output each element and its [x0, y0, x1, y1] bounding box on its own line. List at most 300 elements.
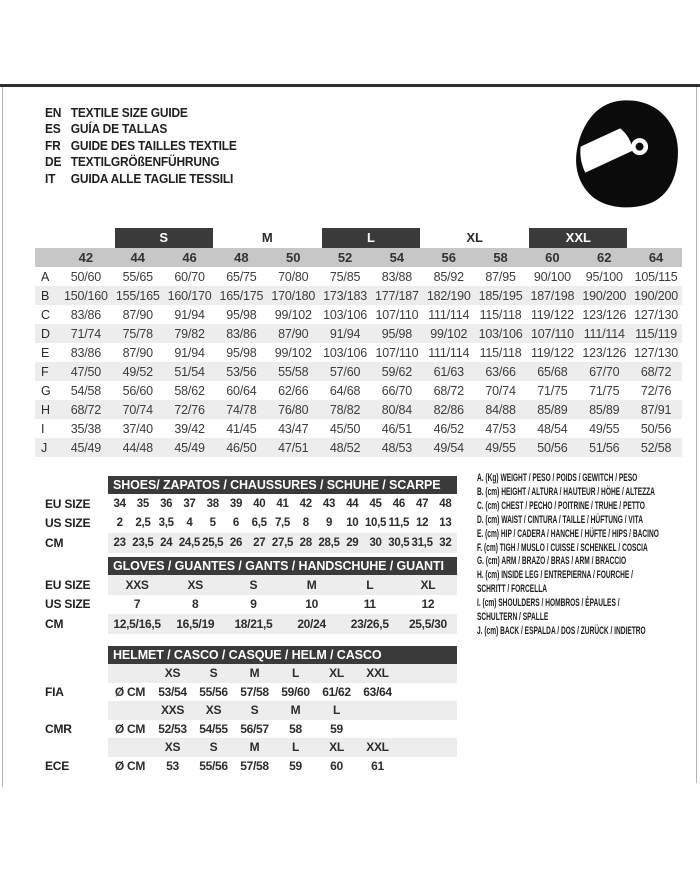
helmet-value: 59	[289, 758, 302, 773]
textile-row-a	[35, 267, 682, 286]
helmet-size-label: S	[209, 666, 218, 681]
cell-value: 190/200	[582, 288, 627, 303]
shoes-value: 38	[206, 497, 219, 510]
legend-line: D. (cm) WAIST / CINTURA / TAILLE / HÜFTUNG / VITA	[477, 513, 643, 526]
shoes-value: 30,5	[388, 536, 410, 549]
helmet-size-label: L	[332, 703, 341, 718]
language-code: EN	[45, 104, 62, 120]
cell-value: 87/91	[640, 402, 672, 417]
shoes-value: 45	[369, 497, 382, 510]
helmet-size-label: L	[291, 666, 300, 681]
cell-value: 71/75	[589, 383, 620, 398]
language-row	[45, 154, 237, 171]
shoes-value: 42	[299, 497, 312, 510]
cell-value: 50/56	[640, 421, 672, 436]
row-key: A	[41, 269, 50, 284]
cell-value: 83/86	[70, 307, 102, 322]
helmet-size-label: XS	[164, 740, 181, 755]
size-group-l: L	[322, 228, 420, 248]
helmet-value: 54/55	[199, 721, 228, 736]
cell-value: 190/200	[634, 288, 678, 303]
shoes-value: 40	[253, 497, 266, 510]
textile-measurement-rows	[35, 267, 682, 457]
gloves-value: 7	[133, 597, 141, 612]
helmet-rows	[108, 664, 457, 775]
shoes-value: 41	[276, 497, 289, 510]
helmet-value: 53	[166, 758, 179, 773]
helmet-size-label: XL	[329, 740, 344, 755]
helmet-unit-label: Ø CM	[114, 721, 146, 736]
language-label: TEXTILGRÖßENFÜHRUNG	[70, 154, 220, 170]
gloves-value: 10	[305, 597, 318, 612]
language-code: FR	[45, 137, 61, 153]
shoes-value: 6	[232, 517, 240, 530]
shoes-value: 46	[392, 497, 405, 510]
size-label: 42	[78, 250, 94, 265]
helmet-size-label: S	[250, 703, 259, 718]
size-label: 46	[182, 250, 197, 265]
legend-line: G. (cm) ARM / BRAZO / BRAS / ARM / BRACCIO	[477, 555, 627, 568]
legend-item	[477, 569, 659, 597]
shoes-value: 31,5	[411, 536, 433, 549]
cell-value: 41/45	[226, 421, 257, 436]
cell-value: 103/106	[323, 345, 367, 360]
language-row	[45, 121, 237, 138]
helmet-value: 56/57	[240, 721, 269, 736]
gloves-value: 11	[363, 597, 376, 612]
shoes-value: 39	[229, 497, 243, 510]
cell-value: 95/98	[226, 345, 257, 360]
helmet-standard-label: FIA	[45, 684, 64, 699]
helmet-size-label: S	[209, 740, 218, 755]
cell-value: 70/74	[122, 402, 153, 417]
helmet-value: 63/64	[363, 684, 392, 699]
cell-value: 95/98	[226, 307, 257, 322]
helmet-value-row	[108, 720, 457, 739]
helmet-value: 57/58	[240, 758, 269, 773]
textile-size-table	[35, 227, 682, 457]
cell-value: 76/80	[278, 402, 309, 417]
cell-value: 91/94	[174, 307, 205, 322]
legend-item	[477, 555, 659, 569]
cell-value: 187/198	[530, 288, 575, 303]
helmet-size-label: M	[249, 666, 260, 681]
size-label: 50	[286, 250, 301, 265]
cell-value: 68/72	[70, 402, 102, 417]
size-number-row	[35, 248, 682, 267]
cell-value: 48/52	[329, 440, 361, 455]
legend-item	[477, 542, 659, 556]
textile-row-f	[35, 362, 682, 381]
cell-value: 46/51	[381, 421, 413, 436]
legend-item	[477, 514, 659, 528]
row-key: D	[41, 326, 50, 341]
gloves-row	[108, 575, 457, 595]
size-label: 60	[545, 250, 560, 265]
shoes-value: 44	[346, 497, 359, 510]
cell-value: 107/110	[530, 326, 574, 341]
row-key: B	[41, 288, 50, 303]
cell-value: 87/90	[122, 345, 153, 360]
cell-value: 103/106	[478, 326, 523, 341]
helmet-size-label: XXS	[160, 703, 185, 718]
gloves-value: 9	[250, 597, 257, 612]
helmet-standard-label: CMR	[45, 721, 72, 736]
legend-line: B. (cm) HEIGHT / ALTURA / HAUTEUR / HÖHE / ALTEZZA	[477, 485, 655, 498]
cell-value: 83/86	[70, 345, 102, 360]
shoes-value: 13	[439, 517, 452, 530]
cell-value: 83/86	[226, 326, 257, 341]
helmet-value: 60	[330, 758, 343, 773]
cell-value: 71/75	[537, 383, 568, 398]
cell-value: 59/62	[381, 364, 413, 379]
shoes-row	[108, 514, 457, 534]
gloves-row-label: CM	[45, 616, 64, 631]
helmet-value: 55/56	[199, 758, 228, 773]
cell-value: 48/53	[381, 440, 413, 455]
helmet-label-spacer	[45, 664, 108, 683]
frame-right-border	[696, 87, 697, 783]
cell-value: 56/60	[122, 383, 153, 398]
gloves-value: XXS	[125, 577, 149, 592]
shoes-row	[108, 533, 457, 553]
helmet-size-row	[108, 738, 457, 757]
shoes-section-title: SHOES/ ZAPATOS / CHAUSSURES / SCHUHE / SCARPE	[108, 476, 457, 494]
cell-value: 119/122	[530, 307, 574, 322]
cell-value: 49/52	[122, 364, 153, 379]
cell-value: 155/165	[115, 288, 160, 303]
language-row	[45, 170, 237, 187]
gloves-table	[108, 557, 457, 634]
language-row	[45, 104, 237, 121]
legend-item	[477, 528, 659, 542]
cell-value: 182/190	[426, 288, 471, 303]
cell-value: 75/78	[122, 326, 153, 341]
cell-value: 111/114	[428, 345, 470, 360]
cell-value: 51/56	[589, 440, 620, 455]
helmet-value: 53/54	[158, 684, 187, 699]
cell-value: 49/54	[433, 440, 464, 455]
gloves-value: S	[249, 577, 258, 592]
language-title-list	[45, 104, 237, 187]
cell-value: 70/74	[485, 383, 516, 398]
cell-value: 87/90	[278, 326, 309, 341]
cell-value: 45/49	[70, 440, 102, 455]
legend-line: E. (cm) HIP / CADERA / HANCHE / HÜFTE / HIPS / BACINO	[477, 527, 659, 540]
shoes-row-label: US SIZE	[45, 516, 91, 531]
cell-value: 85/92	[433, 269, 464, 284]
legend-line: C. (cm) CHEST / PECHO / POITRINE / TRUHE / PETTO	[477, 499, 645, 512]
shoes-value: 34	[113, 497, 126, 510]
gloves-size-section	[45, 557, 457, 634]
cell-value: 107/110	[375, 307, 419, 322]
gloves-value: XL	[420, 577, 436, 592]
shoes-value: 24	[160, 536, 173, 549]
cell-value: 49/55	[589, 421, 620, 436]
helmet-unit-label: Ø CM	[114, 684, 146, 699]
language-label: GUIDE DES TAILLES TEXTILE	[70, 137, 237, 153]
cell-value: 66/70	[381, 383, 413, 398]
cell-value: 83/88	[381, 269, 413, 284]
helmet-size-label: XXL	[366, 740, 389, 755]
gloves-value: 23/26,5	[350, 616, 389, 631]
row-key: J	[41, 440, 48, 455]
cell-value: 127/130	[634, 345, 678, 360]
language-code: IT	[45, 170, 56, 186]
shoes-value: 12	[415, 517, 429, 530]
cell-value: 46/50	[226, 440, 257, 455]
cell-value: 62/66	[278, 383, 309, 398]
helmet-value: 52/53	[158, 721, 187, 736]
shoes-value: 5	[209, 517, 216, 530]
cell-value: 170/180	[271, 288, 316, 303]
cell-value: 72/76	[640, 383, 672, 398]
shoes-value: 8	[302, 517, 309, 530]
helmet-row-labels	[45, 646, 108, 775]
cell-value: 45/50	[329, 421, 361, 436]
gloves-row-labels	[45, 557, 108, 634]
cell-value: 111/114	[583, 326, 625, 341]
gloves-row	[108, 595, 457, 615]
cell-value: 49/55	[485, 440, 516, 455]
cell-value: 84/88	[485, 402, 516, 417]
row-key: E	[41, 345, 50, 360]
cell-value: 55/58	[278, 364, 309, 379]
gloves-value: M	[306, 577, 317, 592]
shoes-value: 23,5	[132, 536, 154, 549]
helmet-value-row	[108, 683, 457, 702]
shoes-value: 43	[322, 497, 336, 510]
frame-top-border	[0, 84, 700, 87]
shoes-value: 35	[136, 497, 149, 510]
cell-value: 74/78	[226, 402, 257, 417]
helmet-label-spacer	[45, 738, 108, 757]
cell-value: 99/102	[274, 345, 312, 360]
size-label: 62	[597, 250, 612, 265]
shoes-value: 27,5	[271, 536, 294, 549]
cell-value: 48/54	[537, 421, 568, 436]
shoes-value: 27	[253, 536, 266, 549]
shoes-value: 26	[229, 536, 243, 549]
cell-value: 61/63	[433, 364, 464, 379]
legend-line: I. (cm) SHOULDERS / HOMBROS / ÉPAULES /	[477, 597, 620, 610]
legend-item	[477, 597, 659, 625]
cell-value: 47/53	[485, 421, 516, 436]
row-key: F	[41, 364, 49, 379]
cell-value: 103/106	[323, 307, 367, 322]
textile-row-d	[35, 324, 682, 343]
cell-value: 95/100	[585, 269, 623, 284]
shoes-value: 6,5	[251, 517, 267, 530]
shoes-value: 25,5	[202, 536, 224, 549]
frame-left-border	[2, 87, 3, 787]
helmet-value: 59	[330, 721, 343, 736]
helmet-label-spacer	[45, 701, 108, 720]
helmet-standard-label: ECE	[45, 758, 70, 773]
textile-row-h	[35, 400, 682, 419]
cell-value: 85/89	[589, 402, 620, 417]
cell-value: 47/51	[278, 440, 309, 455]
shoes-row-labels	[45, 476, 108, 553]
gloves-value: XS	[187, 577, 203, 592]
helmet-section-title: HELMET / CASCO / CASQUE / HELM / CASCO	[108, 646, 457, 664]
helmet-size-label: XXL	[366, 666, 389, 681]
language-code: DE	[45, 154, 62, 170]
shoes-value: 3,5	[158, 517, 174, 530]
textile-row-b	[35, 286, 682, 305]
shoes-value: 30	[369, 536, 382, 549]
shoes-row-label: CM	[45, 535, 64, 550]
size-group-header-row	[35, 227, 682, 248]
spacer	[45, 646, 108, 664]
helmet-unit-label: Ø CM	[114, 758, 146, 773]
language-code: ES	[45, 121, 61, 137]
shoes-value: 2,5	[135, 517, 151, 530]
helmet-size-row	[108, 701, 457, 720]
shoes-value: 47	[415, 497, 429, 510]
cell-value: 177/187	[375, 288, 419, 303]
helmet-value: 61/62	[322, 684, 351, 699]
size-label: 64	[648, 250, 664, 265]
cell-value: 123/126	[582, 345, 627, 360]
row-key: H	[41, 402, 50, 417]
cell-value: 64/68	[329, 383, 361, 398]
cell-value: 80/84	[381, 402, 413, 417]
cell-value: 160/170	[167, 288, 212, 303]
cell-value: 65/68	[537, 364, 568, 379]
textile-row-i	[35, 419, 682, 438]
racing-helmet-icon	[567, 95, 685, 216]
shoes-size-section	[45, 476, 457, 553]
spacer	[45, 557, 108, 575]
helmet-size-section	[45, 646, 457, 775]
legend-line: A. (Kg) WEIGHT / PESO / POIDS / GEWITCH / PESO	[477, 472, 638, 484]
shoes-value: 7,5	[274, 517, 291, 530]
size-label: 48	[234, 250, 249, 265]
shoes-value: 9	[325, 517, 333, 530]
textile-row-g	[35, 381, 682, 400]
cell-value: 75/85	[329, 269, 361, 284]
cell-value: 51/54	[174, 364, 205, 379]
shoes-value: 36	[160, 497, 173, 510]
shoes-row	[108, 494, 457, 514]
cell-value: 60/64	[226, 383, 257, 398]
size-group-xl: XL	[466, 230, 483, 245]
gloves-value: 12,5/16,5	[113, 616, 161, 631]
cell-value: 105/115	[634, 269, 678, 284]
size-group-s: S	[115, 228, 213, 248]
cell-value: 91/94	[329, 326, 361, 341]
cell-value: 54/58	[70, 383, 102, 398]
cell-value: 91/94	[174, 345, 205, 360]
cell-value: 71/74	[70, 326, 102, 341]
cell-value: 115/119	[635, 326, 678, 341]
size-label: 52	[337, 250, 353, 265]
row-key: G	[41, 383, 51, 398]
spacer	[45, 476, 108, 494]
gloves-value: L	[366, 577, 374, 592]
size-group-xxl: XXL	[529, 228, 627, 248]
size-label: 56	[441, 250, 456, 265]
size-label: 58	[493, 250, 508, 265]
textile-row-c	[35, 305, 682, 324]
cell-value: 65/75	[226, 269, 257, 284]
gloves-value: 12	[421, 597, 435, 612]
cell-value: 50/60	[70, 269, 102, 284]
gloves-value: 25,5/30	[408, 616, 447, 631]
cell-value: 43/47	[278, 421, 309, 436]
cell-value: 58/62	[174, 383, 205, 398]
shoes-value: 11,5	[388, 517, 410, 530]
legend-line: SCHRITT / FORCELLA	[477, 583, 548, 596]
cell-value: 78/82	[329, 402, 361, 417]
cell-value: 68/72	[433, 383, 464, 398]
cell-value: 90/100	[533, 269, 571, 284]
size-group-m: M	[261, 230, 273, 245]
cell-value: 68/72	[640, 364, 672, 379]
legend-item	[477, 486, 659, 500]
cell-value: 55/65	[122, 269, 153, 284]
cell-value: 165/175	[219, 288, 264, 303]
helmet-value-row	[108, 757, 457, 776]
cell-value: 82/86	[433, 402, 464, 417]
helmet-size-label: L	[291, 740, 300, 755]
gloves-row-label: EU SIZE	[45, 577, 91, 592]
cell-value: 46/52	[433, 421, 464, 436]
cell-value: 115/118	[479, 307, 522, 322]
shoes-value: 23	[113, 536, 126, 549]
legend-item	[477, 625, 659, 639]
cell-value: 50/56	[537, 440, 568, 455]
cell-value: 35/38	[70, 421, 102, 436]
size-label: 44	[130, 250, 145, 265]
cell-value: 72/76	[174, 402, 205, 417]
helmet-value: 55/56	[199, 684, 228, 699]
shoes-value: 28,5	[318, 536, 340, 549]
legend-line: F. (cm) TIGH / MUSLO / CUISSE / SCHENKEL / COSCIA	[477, 541, 648, 554]
helmet-value: 59/60	[281, 684, 310, 699]
gloves-rows	[108, 575, 457, 634]
cell-value: 173/183	[323, 288, 367, 303]
helmet-table	[108, 646, 457, 775]
shoes-value: 29	[346, 536, 359, 549]
cell-value: 45/49	[174, 440, 205, 455]
cell-value: 99/102	[274, 307, 312, 322]
shoes-row-label: EU SIZE	[45, 496, 91, 511]
helmet-size-label: XS	[164, 666, 181, 681]
cell-value: 67/70	[589, 364, 620, 379]
legend-line: J. (cm) BACK / ESPALDA / DOS / ZURÜCK / INDIETRO	[477, 624, 646, 637]
cell-value: 53/56	[226, 364, 257, 379]
cell-value: 99/102	[430, 326, 468, 341]
shoes-value: 2	[116, 517, 123, 530]
cell-value: 79/82	[174, 326, 205, 341]
cell-value: 115/118	[479, 345, 522, 360]
textile-row-e	[35, 343, 682, 362]
shoes-table	[108, 476, 457, 553]
language-row	[45, 137, 237, 154]
cell-value: 87/90	[122, 307, 153, 322]
shoes-value: 48	[439, 497, 452, 510]
shoes-value: 10,5	[364, 517, 387, 530]
shoes-value: 10	[346, 517, 359, 530]
cell-value: 37/40	[122, 421, 153, 436]
cell-value: 39/42	[174, 421, 205, 436]
cell-value: 60/70	[174, 269, 205, 284]
language-label: GUÍA DE TALLAS	[70, 121, 168, 137]
row-key: C	[41, 307, 50, 322]
cell-value: 107/110	[375, 345, 419, 360]
